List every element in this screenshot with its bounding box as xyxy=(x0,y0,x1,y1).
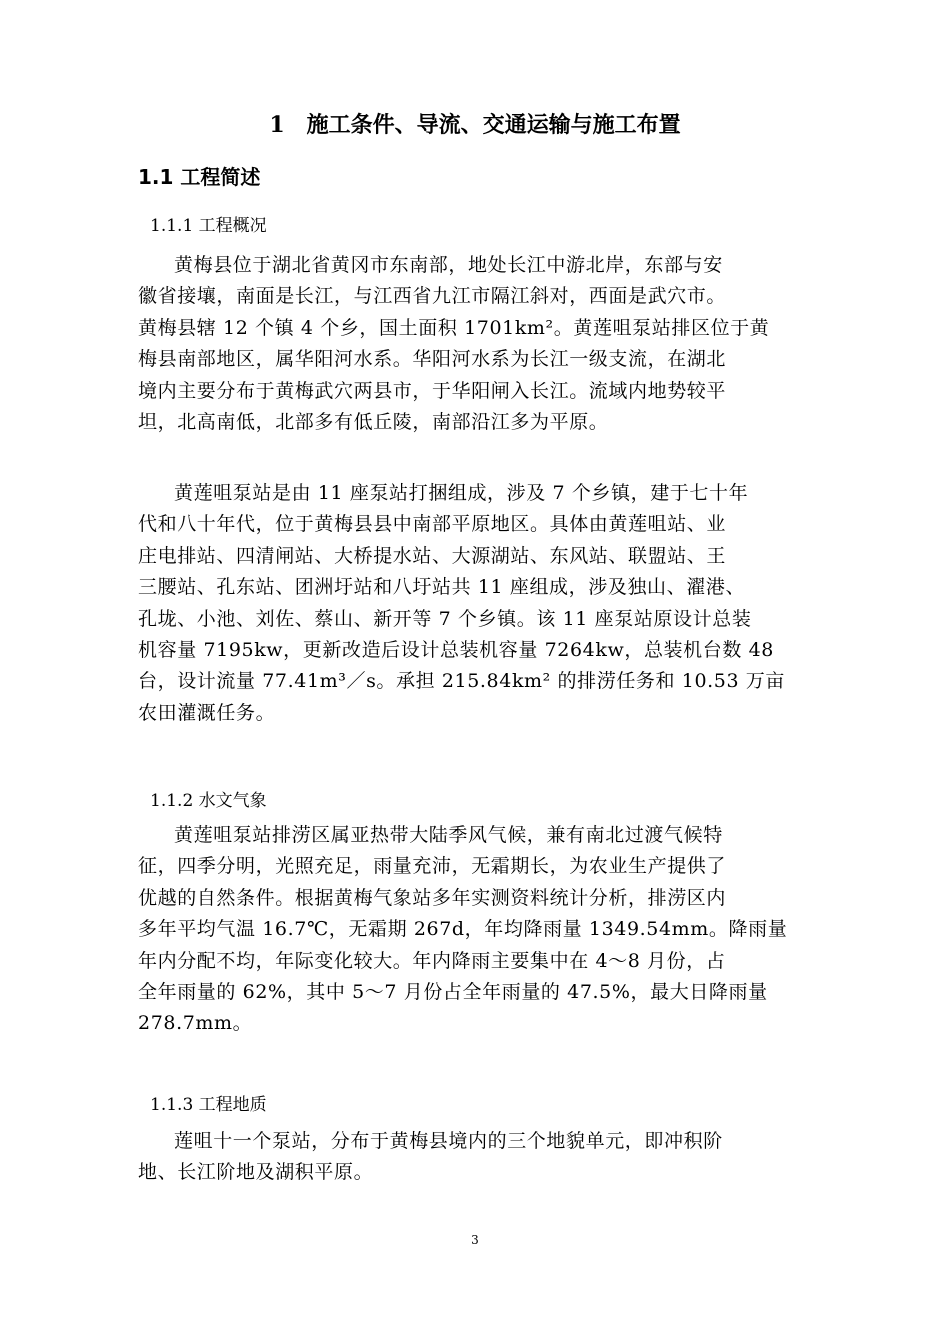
text-line: 庄电排站、四清闸站、大桥提水站、大源湖站、东风站、联盟站、王 xyxy=(138,544,727,567)
subsection-heading-geology: 1.1.3 工程地质 xyxy=(150,1095,267,1115)
text-line: 多年平均气温 16.7℃，无霜期 267d，年均降雨量 1349.54mm。降雨量 xyxy=(138,918,788,941)
text-line: 黄梅县位于湖北省黄冈市东南部，地处长江中游北岸，东部与安 xyxy=(174,254,723,276)
text-line: 278.7mm。 xyxy=(138,1012,253,1035)
text-line: 地、长江阶地及湖积平原。 xyxy=(138,1161,374,1184)
text-line: 境内主要分布于黄梅武穴两县市，于华阳闸入长江。流域内地势较平 xyxy=(138,379,727,402)
text-line: 农田灌溉任务。 xyxy=(138,701,276,724)
text-line: 全年雨量的 62%，其中 5～7 月份占全年雨量的 47.5%，最大日降雨量 xyxy=(138,980,768,1003)
text-line: 年内分配不均，年际变化较大。年内降雨主要集中在 4～8 月份，占 xyxy=(138,949,726,972)
paragraph-overview-pumping-stations xyxy=(138,478,818,729)
text-line: 机容量 7195kw，更新改造后设计总装机容量 7264kw，总装机台数 48 xyxy=(138,638,774,661)
paragraph-overview-location xyxy=(138,250,818,438)
chapter-title: 1 施工条件、导流、交通运输与施工布置 xyxy=(269,112,681,138)
page-number: 3 xyxy=(471,1233,479,1247)
text-line: 坦，北高南低，北部多有低丘陵，南部沿江多为平原。 xyxy=(138,410,609,433)
subsection-heading-overview: 1.1.1 工程概况 xyxy=(150,216,267,236)
text-line: 莲咀十一个泵站，分布于黄梅县境内的三个地貌单元，即冲积阶 xyxy=(174,1130,723,1152)
text-line: 徽省接壤，南面是长江，与江西省九江市隔江斜对，西面是武穴市。 xyxy=(138,285,727,308)
subsection-heading-hydrology: 1.1.2 水文气象 xyxy=(150,791,267,811)
text-line: 台，设计流量 77.41m³／s。承担 215.84km² 的排涝任务和 10.53 万亩 xyxy=(138,670,785,693)
text-line: 梅县南部地区，属华阳河水系。华阳河水系为长江一级支流，在湖北 xyxy=(138,348,727,371)
text-line: 孔垅、小池、刘佐、蔡山、新开等 7 个乡镇。该 11 座泵站原设计总装 xyxy=(138,607,752,630)
text-line: 三腰站、孔东站、团洲圩站和八圩站共 11 座组成，涉及独山、濯港、 xyxy=(138,576,746,599)
paragraph-hydrology-climate xyxy=(138,820,818,1040)
text-line: 黄莲咀泵站排涝区属亚热带大陆季风气候，兼有南北过渡气候特 xyxy=(174,824,723,846)
text-line: 代和八十年代，位于黄梅县县中南部平原地区。具体由黄莲咀站、业 xyxy=(138,513,727,536)
text-line: 征，四季分明，光照充足，雨量充沛，无霜期长，为农业生产提供了 xyxy=(138,855,727,878)
text-line: 黄莲咀泵站是由 11 座泵站打捆组成，涉及 7 个乡镇，建于七十年 xyxy=(174,482,749,504)
paragraph-geology xyxy=(138,1126,818,1189)
text-line: 黄梅县辖 12 个镇 4 个乡，国土面积 1701km²。黄莲咀泵站排区位于黄 xyxy=(138,316,770,339)
section-heading: 1.1 工程简述 xyxy=(138,165,261,189)
text-line: 优越的自然条件。根据黄梅气象站多年实测资料统计分析，排涝区内 xyxy=(138,886,727,909)
